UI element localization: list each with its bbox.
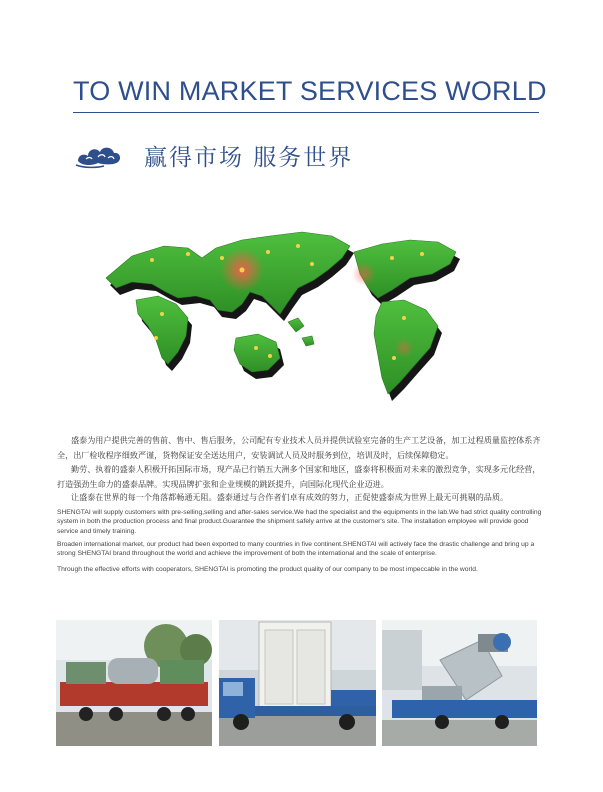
- truck-cabinet-photo: [219, 620, 376, 746]
- en-paragraph-2: Broaden international market, our product had been exported to many countries in five continent.SHENGTAI will actively face the drastic challenge and bring up a strong SHENGTAI brand throughout the world and achieve the improvement of both the international and the scale of enterprise.: [57, 541, 535, 558]
- auspicious-cloud-icon: [74, 141, 122, 169]
- cn-paragraph-2: 勤劳、执着的盛泰人积极开拓国际市场，现产品已行销五大洲多个国家和地区，盛泰将积极面对未来的激烈竞争，实现多元化经营，打造强劲生命力的盛泰品牌。实现品牌扩张和企业规模的跳跃提升，向国际化现代企业迈进。: [57, 464, 541, 489]
- world-map-image: [92, 218, 470, 414]
- headline: TO WIN MARKET SERVICES WORLD: [73, 76, 547, 106]
- en-paragraph-3: Through the effective efforts with cooperators, SHENGTAI is promoting the product quality of our company to be most impeccable in the world.: [57, 566, 478, 573]
- cn-paragraph-1: 盛泰为用户提供完善的售前、售中、售后服务，公司配有专业技术人员并提供试验室完备的生产工艺设备，加工过程质量监控体系齐全，出厂检收程序细致严谨，货物保证安全送达用户，安装调试人员及时服务到位，培训及时，后续保障稳定。: [57, 435, 541, 460]
- headline-divider: [73, 112, 539, 113]
- cn-title-row: [74, 138, 353, 172]
- cn-title: 赢得市场 服务世界: [144, 144, 354, 171]
- machine-on-trailer-photo: [382, 620, 537, 746]
- loaded-truck-photo: [56, 620, 212, 746]
- cn-paragraph-3: 让盛泰在世界的每一个角落都畅通无阻。盛泰通过与合作者们卓有成效的努力，正促使盛泰成为世界上最无可挑剔的品质。: [71, 492, 509, 502]
- en-paragraph-1: SHENGTAI will supply customers with pre-selling,selling and after-sales service.We had the specialist and the equipments in the lab.We had strict quality controlling system in both the production process and final product.Guarantee the shipment safely arrive at the customer's site. The installation employee will provide good service and timely training.: [57, 509, 542, 535]
